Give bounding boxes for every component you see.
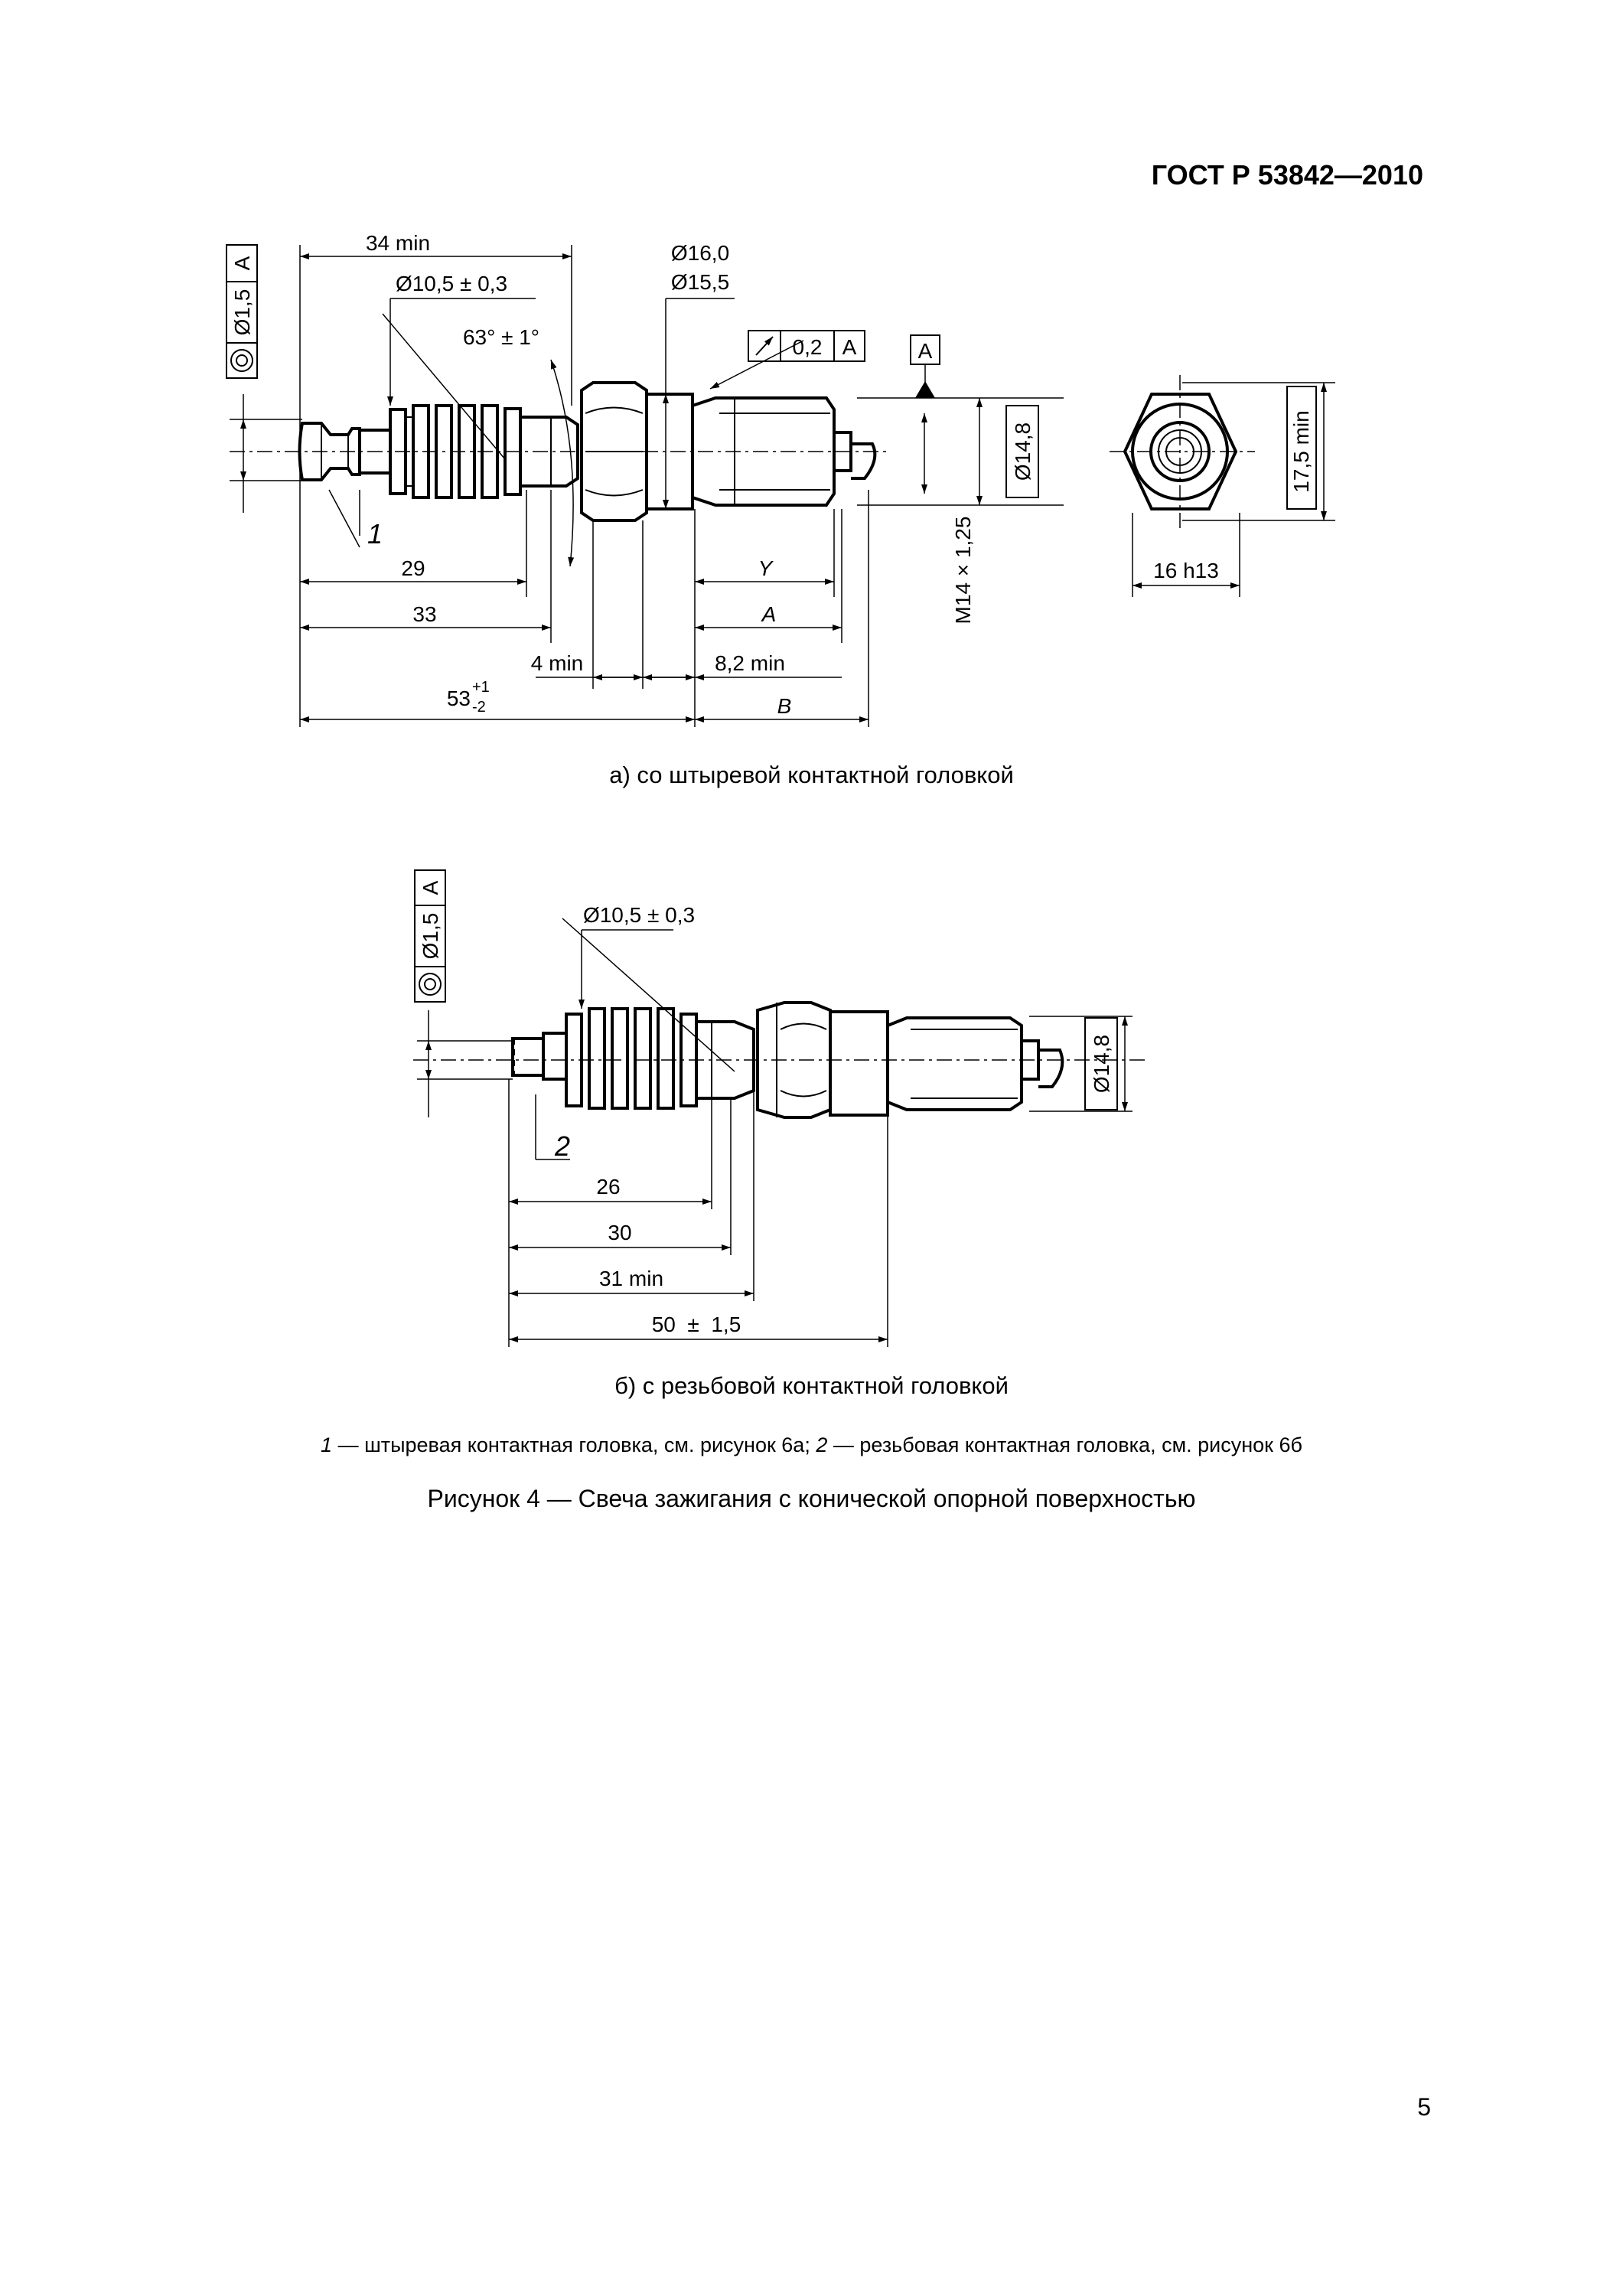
threaded-shell-b	[888, 1018, 1062, 1110]
legend-text-2: — резьбовая контактная головка, см. рисунок 6б	[827, 1433, 1302, 1456]
legend-number-2: 2	[816, 1433, 828, 1456]
legend	[0, 1433, 1623, 1457]
end-view	[1110, 375, 1255, 528]
dim-4-min: 4 min	[530, 651, 584, 675]
dim-26: 26	[596, 1175, 621, 1199]
dim-hex-16: 16 h13	[1153, 559, 1219, 582]
conc-tol-a: Ø1,5	[230, 289, 254, 336]
page-number: 5	[1417, 2093, 1431, 2121]
legend-number-1: 1	[321, 1433, 333, 1456]
datum-label: A	[917, 339, 933, 363]
dim-53: 53	[446, 687, 471, 710]
dim-8-2-min: 8,2 min	[715, 651, 785, 675]
conc-datum-a: A	[230, 256, 254, 271]
dim-53-lower: -2	[472, 699, 486, 716]
dim-30: 30	[608, 1221, 632, 1244]
conc-datum-b: A	[419, 880, 442, 895]
dim-Y: Y	[758, 556, 773, 580]
threaded-terminal	[513, 1039, 543, 1075]
dim-31-min: 31 min	[598, 1267, 664, 1290]
dim-thread: M14 × 1,25	[951, 516, 975, 625]
caption-b: б) с резьбовой контактной головкой	[614, 1372, 1009, 1399]
dim-dia-10-5-b: Ø10,5 ± 0,3	[582, 903, 696, 927]
dim-A: A	[761, 602, 777, 626]
insulator-b	[543, 1009, 754, 1108]
dim-hex-17-5: 17,5 min	[1289, 410, 1313, 493]
drawing-a	[0, 230, 1623, 735]
drawing-b	[0, 857, 1623, 1347]
caption-a: а) со штыревой контактной головкой	[609, 762, 1014, 788]
dim-34-min: 34 min	[365, 231, 431, 255]
dim-dia-15-5: Ø15,5	[670, 270, 730, 294]
dim-angle-63: 63° ± 1°	[462, 325, 540, 349]
datum-triangle	[915, 381, 935, 398]
extension-lines-b	[417, 918, 1133, 1347]
callout-1: 1	[367, 518, 383, 550]
runout-datum: A	[842, 335, 857, 359]
document-standard-header: ГОСТ Р 53842—2010	[1151, 159, 1423, 191]
callout-2: 2	[554, 1130, 571, 1162]
dim-dia-10-5-a: Ø10,5 ± 0,3	[395, 272, 508, 295]
dim-dia-14-8-b: Ø14,8	[1090, 1034, 1113, 1094]
runout-tolerance: 0,2	[792, 335, 823, 359]
dim-33: 33	[412, 602, 437, 626]
legend-text-1: — штыревая контактная головка, см. рисунок 6а;	[332, 1433, 816, 1456]
conc-tol-b: Ø1,5	[419, 912, 442, 960]
dim-dia-14-8-a: Ø14,8	[1011, 422, 1035, 481]
dim-dia-16-0: Ø16,0	[670, 241, 730, 265]
figure-title: Рисунок 4 — Свеча зажигания с конической опорной поверхностью	[427, 1485, 1196, 1512]
dim-53-upper: +1	[472, 679, 490, 696]
dim-50: 50 ± 1,5	[651, 1313, 741, 1336]
dim-29: 29	[401, 556, 425, 580]
dimension-lines-b	[429, 930, 1125, 1339]
dim-B: B	[777, 694, 792, 718]
